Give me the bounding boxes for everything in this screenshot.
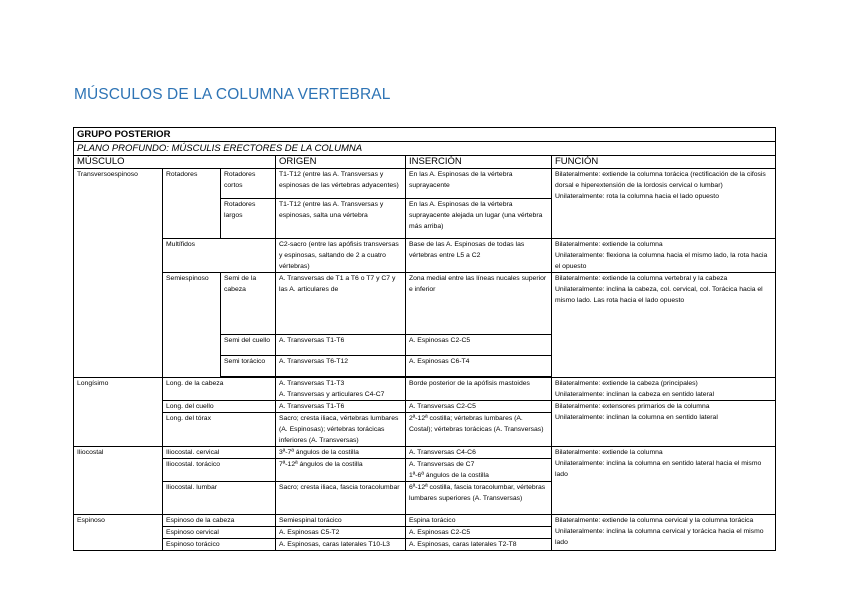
- muscle-espinoso-toracico: Espinoso torácico: [163, 539, 276, 551]
- column-header-function: FUNCIÓN: [552, 156, 776, 169]
- insertion-espinoso-cervical: A. Espinosas C2-C5: [406, 527, 552, 539]
- muscle-semi-cabeza: Semi de la cabeza: [221, 273, 276, 335]
- function-multifidos: [552, 239, 776, 273]
- origin-line: A. Transversas y articulares C4-C7: [279, 391, 385, 398]
- function-unilateral: Unilateralmente: inclinan la cabeza en sentido lateral: [555, 391, 715, 398]
- insertion-espinoso-cabeza: Espina torácico: [406, 515, 552, 527]
- insertion-semi-toracico: A. Espinosas C6-T4: [406, 356, 552, 377]
- function-espinoso: [552, 515, 776, 551]
- origin-multifidos: C2-sacro (entre las apófisis transversas y espinosas, saltando de 2 a cuatro vértebras): [276, 239, 406, 273]
- insertion-long-torax: 2ª-12ª costilla; vértebras lumbares (A. Costal); vértebras torácicas (A. Transversas): [406, 413, 552, 447]
- column-header-insertion: INSERCIÓN: [406, 156, 552, 169]
- function-bilateral: Bilateralmente: extiende la columna: [555, 241, 663, 248]
- function-bilateral: Bilateralmente: extiende la columna: [555, 449, 663, 456]
- muscle-rotadores: Rotadores: [163, 169, 221, 239]
- insertion-multifidos: Base de las A. Espinosas de todas las vértebras entre L5 a C2: [406, 239, 552, 273]
- insertion-long-cuello: A. Transversas C2-C5: [406, 401, 552, 413]
- insertion-rotadores-cortos: En las A. Espinosas de la vértebra suprayacente: [406, 169, 552, 199]
- muscle-group-longisimo: Longísimo: [74, 378, 163, 447]
- muscle-rotadores-cortos: Rotadores cortos: [221, 169, 276, 199]
- insertion-semi-cabeza: Zona medial entre las líneas nucales superior e inferior: [406, 273, 552, 335]
- origin-long-cabeza: [276, 378, 406, 401]
- function-rotadores: [552, 169, 776, 239]
- muscle-espinoso-cervical: Espinoso cervical: [163, 527, 276, 539]
- function-unilateral: Unilateralmente: rota la columna hacia el lado opuesto: [555, 193, 719, 200]
- muscle-espinoso-cabeza: Espinoso de la cabeza: [163, 515, 276, 527]
- insertion-line: 1ª-6ª ángulos de la costilla: [409, 472, 489, 479]
- muscle-iliocostal-cervical: Iliocostal. cervical: [163, 447, 276, 459]
- function-unilateral: Unilateralmente: inclina la columna en sentido lateral hacia el mismo lado: [555, 460, 762, 478]
- insertion-iliocostal-cervical: A. Transversas C4-C6: [406, 447, 552, 459]
- origin-espinoso-toracico: A. Espinosas, caras laterales T10-L3: [276, 539, 406, 551]
- insertion-espinoso-toracico: A. Espinosas, caras laterales T2-T8: [406, 539, 552, 551]
- function-unilateral: Unilateralmente: inclina la columna cervical y torácica hacia el mismo lado: [555, 528, 764, 546]
- origin-iliocostal-toracico: 7ª-12ª ángulos de la costilla: [276, 459, 406, 482]
- muscle-iliocostal-toracico: Iliocostal. torácico: [163, 459, 276, 482]
- function-bilateral: Bilateralmente: extensores primarios de la columna: [555, 403, 710, 410]
- origin-long-cuello: A. Transversas T1-T6: [276, 401, 406, 413]
- origin-espinoso-cabeza: Semiespinal torácico: [276, 515, 406, 527]
- origin-line: A. Transversas T1-T3: [279, 380, 345, 387]
- origin-rotadores-largos: T1-T12 (entre las A. Transversas y espinosas, salta una vértebra: [276, 199, 406, 239]
- column-header-origin: ORIGEN: [276, 156, 406, 169]
- plane-header: PLANO PROFUNDO: MÚSCULIS ERECTORES DE LA COLUMNA: [74, 142, 776, 156]
- function-unilateral: Unilateralmente: inclinan la columna en sentido lateral: [555, 414, 718, 421]
- muscle-multifidos: Multífidos: [163, 239, 276, 273]
- muscle-semiespinoso: Semiespinoso: [163, 273, 221, 378]
- origin-semi-toracico: A. Transversas T6-T12: [276, 356, 406, 377]
- muscle-semi-toracico: Semi torácico: [221, 356, 276, 377]
- muscle-group-transversoespinoso: Transversoespinoso: [74, 169, 163, 378]
- muscle-long-cuello: Long. del cuello: [163, 401, 276, 413]
- origin-espinoso-cervical: A. Espinosas C5-T2: [276, 527, 406, 539]
- function-long-cuello: [552, 401, 776, 447]
- insertion-long-cabeza: Borde posterior de la apófisis mastoides: [406, 378, 552, 401]
- muscle-long-cabeza: Long. de la cabeza: [163, 378, 276, 401]
- muscle-iliocostal-lumbar: Iliocostal. lumbar: [163, 482, 276, 515]
- origin-rotadores-cortos: T1-T12 (entre las A. Transversas y espinosas de las vértebras adyacentes): [276, 169, 406, 199]
- muscles-table: [73, 127, 776, 551]
- group-header: GRUPO POSTERIOR: [74, 128, 776, 142]
- muscle-rotadores-largos: Rotadores largos: [221, 199, 276, 239]
- function-bilateral: Bilateralmente: extiende la columna torácica (rectificación de la cifosis dorsal e hiperextensión de la lordosis cervical o lumbar): [555, 171, 766, 189]
- origin-semi-cabeza: A. Transversas de T1 a T6 o T7 y C7 y las A. articulares de: [276, 273, 406, 335]
- insertion-iliocostal-toracico: [406, 459, 552, 482]
- function-bilateral: Bilateralmente: extiende la cabeza (principales): [555, 380, 698, 387]
- page-title: MÚSCULOS DE LA COLUMNA VERTEBRAL: [74, 86, 391, 103]
- function-bilateral: Bilateralmente: extiende la columna cervical y la columna torácica: [555, 517, 754, 524]
- origin-iliocostal-lumbar: Sacro; cresta iliaca, fascia toracolumbar: [276, 482, 406, 515]
- muscle-group-espinoso: Espinoso: [74, 515, 163, 551]
- origin-iliocostal-cervical: 3ª-7ª ángulos de la costilla: [276, 447, 406, 459]
- muscle-long-torax: Long. del tórax: [163, 413, 276, 447]
- origin-semi-cuello: A. Transversas T1-T6: [276, 335, 406, 356]
- insertion-rotadores-largos: En las A. Espinosas de la vértebra suprayacente alejada un lugar (una vértebra más arriba): [406, 199, 552, 239]
- insertion-line: A. Transversas de C7: [409, 461, 475, 468]
- function-iliocostal: [552, 447, 776, 515]
- function-long-cabeza: [552, 378, 776, 401]
- function-unilateral: Unilateralmente: flexiona la columna hacia el mismo lado, la rota hacia el opuesto: [555, 252, 768, 270]
- muscle-group-iliocostal: Iliocostal: [74, 447, 163, 515]
- function-semiespinoso: Bilateralmente: extiende la columna vertebral y la cabeza Unilateralmente: inclina la cabeza, col. cervical, col. Torácica hacia el mismo lado. Las rota hacia el lado opuesto: [552, 273, 776, 378]
- origin-long-torax: Sacro; cresta iliaca, vértebras lumbares (A. Espinosas); vértebras torácicas inferiores (A. Transversas): [276, 413, 406, 447]
- column-header-muscle: MÚSCULO: [74, 156, 276, 169]
- insertion-semi-cuello: A. Espinosas C2-C5: [406, 335, 552, 356]
- muscle-semi-cuello: Semi del cuello: [221, 335, 276, 356]
- insertion-iliocostal-lumbar: 6ª-12ª costilla, fascia toracolumbar, vértebras lumbares superiores (A. Transversas): [406, 482, 552, 515]
